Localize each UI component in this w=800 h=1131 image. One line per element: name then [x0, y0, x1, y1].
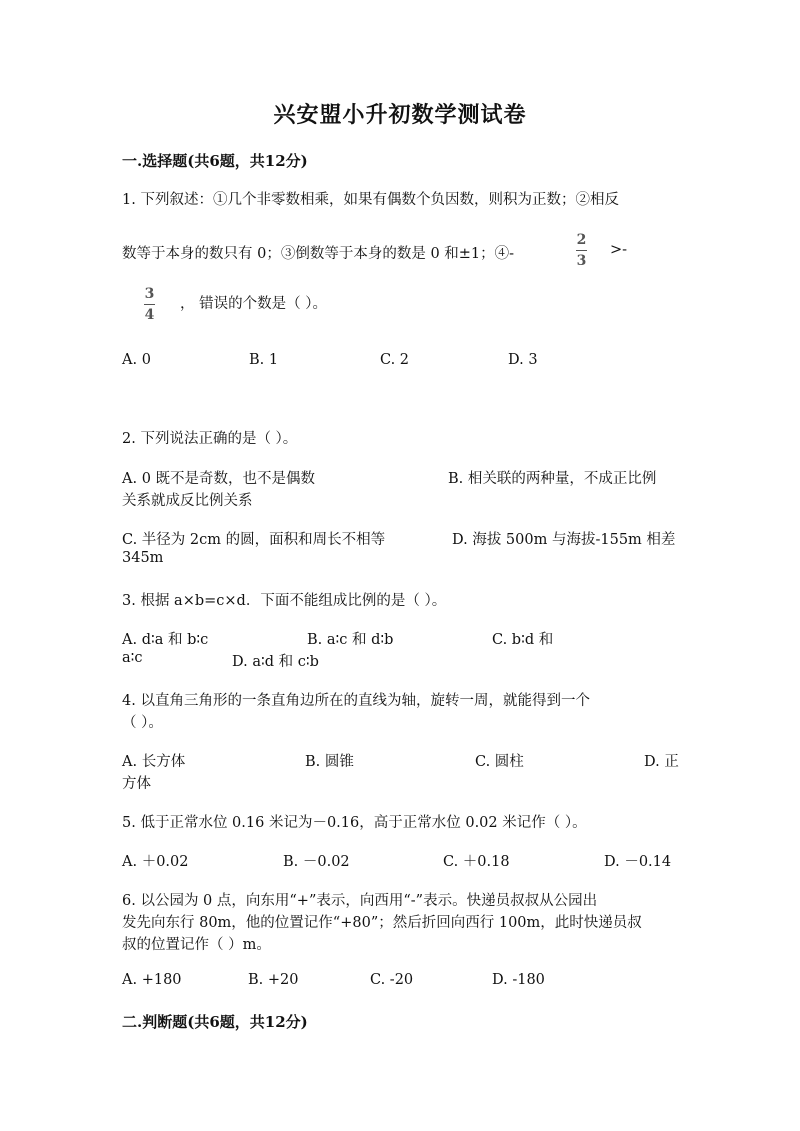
option-d: D. 海拔 500m 与海拔-155m 相差: [452, 532, 676, 548]
question-6-line-1: 6. 以公园为 0 点，向东用“+”表示，向西用“-”表示。快递员叔叔从公园出: [122, 893, 598, 909]
fraction-numerator: 3: [144, 286, 155, 302]
option-c: C. 半径为 2cm 的圆，面积和周长不相等: [122, 532, 386, 548]
option-a: A. d∶a 和 b∶c: [122, 632, 209, 648]
option-b: B. +20: [248, 972, 299, 988]
option-c: C. -20: [370, 972, 414, 988]
option-a: A. +180: [122, 972, 182, 988]
fraction-denominator: 4: [144, 307, 155, 323]
option-a: A. ＋0.02: [122, 854, 189, 870]
option-b: B. 1: [249, 352, 279, 368]
option-b: B. a∶c 和 d∶b: [307, 632, 394, 648]
option-d: D. －0.14: [604, 854, 672, 870]
fraction-bar: [576, 250, 587, 251]
greater-than-sign: >-: [610, 242, 628, 258]
option-d-continued: 345m: [122, 550, 164, 566]
page-title: 兴安盟小升初数学测试卷: [273, 102, 527, 128]
option-b: B. －0.02: [283, 854, 350, 870]
fraction-bar: [144, 304, 155, 305]
fraction-three-quarters: [144, 287, 155, 322]
option-d: D. 正: [644, 754, 679, 770]
question-3-stem: 3. 根据 a×b=c×d．下面不能组成比例的是（ ）。: [122, 593, 447, 609]
option-a: A. 0: [122, 352, 151, 368]
question-5-stem: 5. 低于正常水位 0.16 米记为－0.16，高于正常水位 0.02 米记作（ ）。: [122, 815, 587, 831]
option-c-continued: a∶c: [122, 650, 143, 666]
option-c: C. 2: [380, 352, 410, 368]
question-1-line-2: 数等于本身的数只有 0；③倒数等于本身的数是 0 和±1；④-: [122, 246, 515, 262]
fraction-denominator: 3: [576, 253, 587, 269]
option-b: B. 相关联的两种量，不成正比例: [448, 471, 657, 487]
option-c: C. ＋0.18: [443, 854, 510, 870]
option-d: D. -180: [492, 972, 545, 988]
question-1-tail: ， 错误的个数是（ ）。: [180, 296, 327, 312]
option-c: C. 圆柱: [475, 754, 524, 770]
question-6-line-2: 发先向东行 80m，他的位置记作“+80”；然后折回向西行 100m，此时快递员叔: [122, 915, 642, 931]
fraction-two-thirds: [576, 233, 587, 268]
question-4-stem: 4. 以直角三角形的一条直角边所在的直线为轴，旋转一周，就能得到一个: [122, 693, 590, 709]
option-b-continued: 关系就成反比例关系: [122, 493, 253, 509]
option-a: A. 0 既不是奇数，也不是偶数: [122, 471, 316, 487]
option-d: D. a∶d 和 c∶b: [232, 654, 319, 670]
fraction-numerator: 2: [576, 232, 587, 248]
section-heading-choice: 一.选择题(共6题，共12分): [122, 152, 308, 170]
question-2-stem: 2. 下列说法正确的是（ ）。: [122, 431, 298, 447]
option-d-continued: 方体: [122, 776, 151, 792]
question-4-stem-continued: （ ）。: [122, 715, 163, 731]
option-c: C. b∶d 和: [492, 632, 554, 648]
question-6-line-3: 叔的位置记作（ ）m。: [122, 937, 271, 953]
option-d: D. 3: [508, 352, 538, 368]
option-a: A. 长方体: [122, 754, 186, 770]
section-heading-judgement: 二.判断题(共6题，共12分): [122, 1013, 308, 1031]
option-b: B. 圆锥: [305, 754, 354, 770]
question-1-line-1: 1. 下列叙述：①几个非零数相乘，如果有偶数个负因数，则积为正数；②相反: [122, 192, 619, 208]
